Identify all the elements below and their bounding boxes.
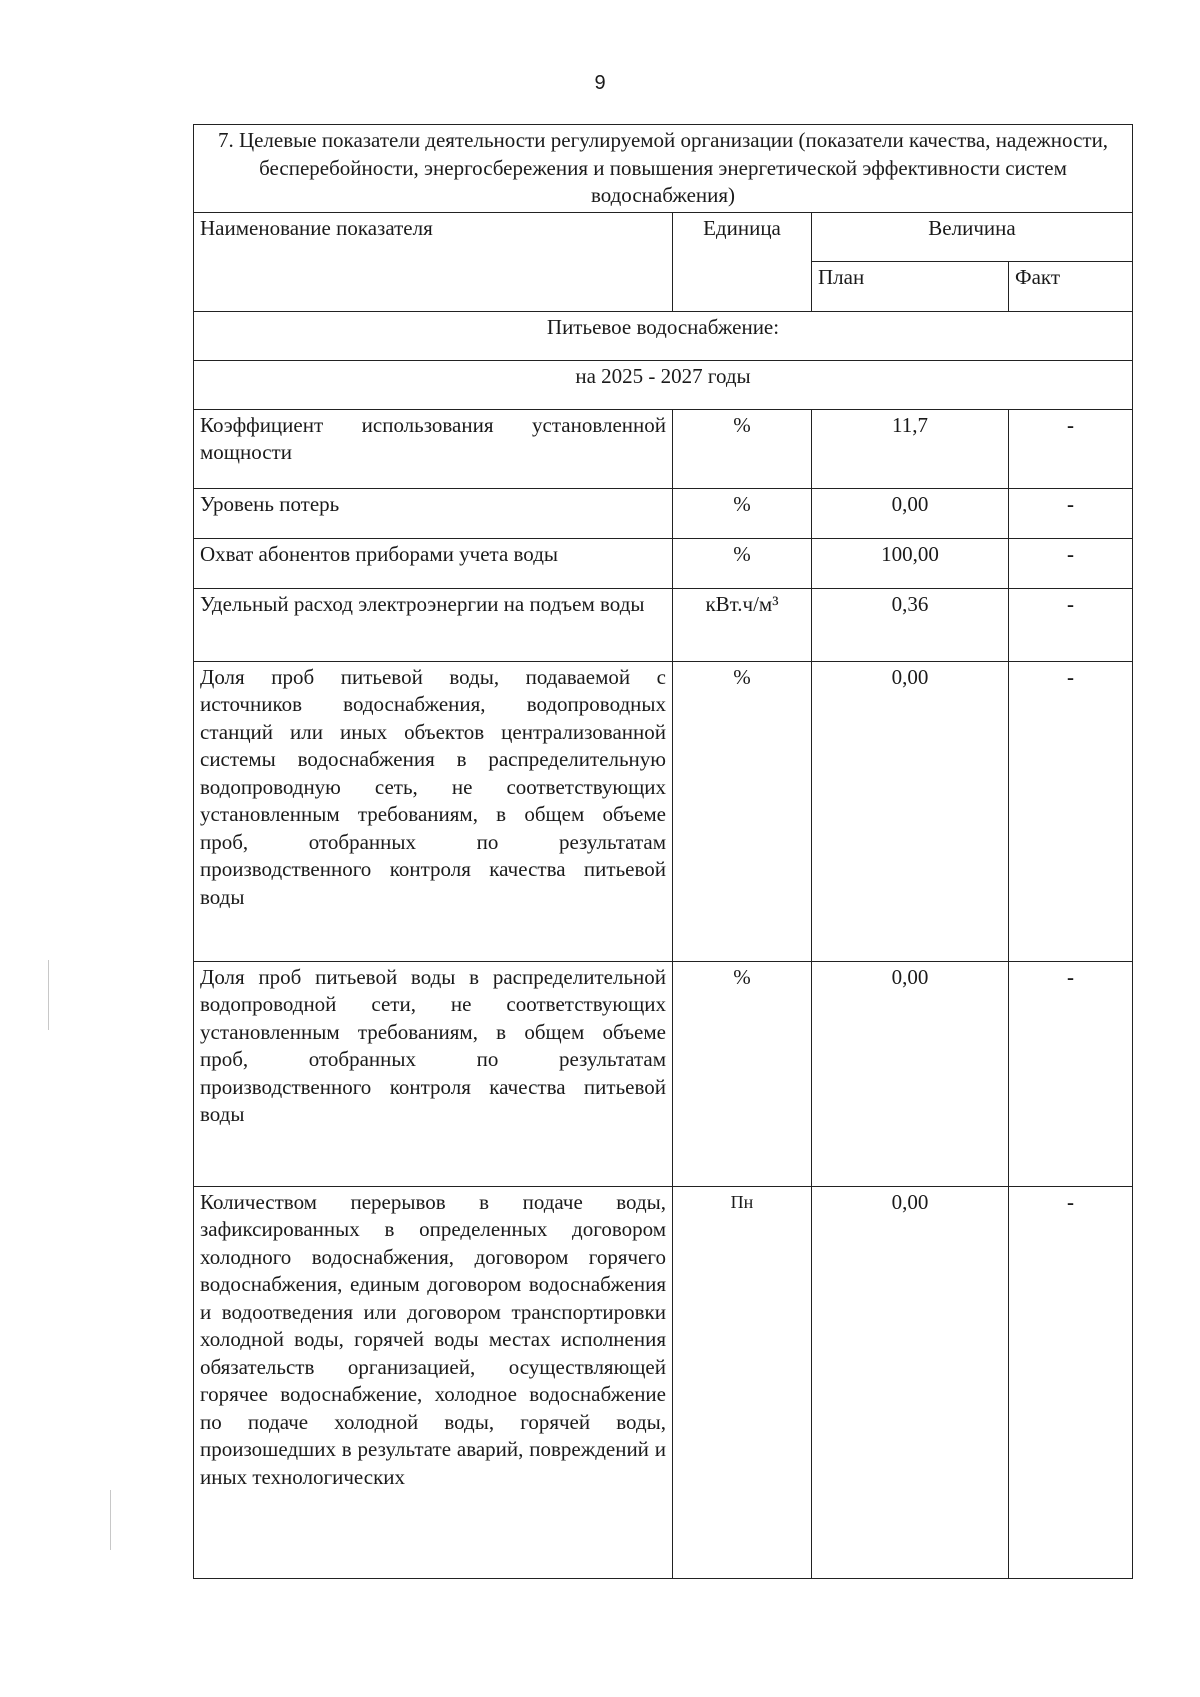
header-row [194,212,1133,262]
scan-margin-mark [48,960,49,1030]
group-row [194,311,1133,360]
row-unit: Пн [673,1186,812,1578]
row-plan: 0,00 [812,961,1009,1186]
row-unit: % [673,661,812,961]
table-row [194,488,1133,538]
row-plan: 0,00 [812,1186,1009,1578]
row-fact: - [1009,588,1133,661]
row-plan: 0,00 [812,488,1009,538]
row-plan: 100,00 [812,538,1009,588]
section-title-row [194,125,1133,213]
row-name: Количеством перерывов в подаче воды, зафиксированных в определенных договором холодного водоснабжения, договором горячего водоснабжения, единым договором водоснабжения и водоотведения или договором транспортировки холодной воды, горячей воды местах исполнения обязательств организацией, осуществляющей горячее водоснабжение, холодное водоснабжение по подаче холодной воды, горячей воды, произошедших в результате аварий, повреждений и иных технологических [194,1186,673,1578]
group-label: Питьевое водоснабжение: [194,311,1133,360]
row-plan: 11,7 [812,409,1009,488]
row-name: Коэффициент использования установленной мощности [194,409,673,488]
period-row [194,360,1133,409]
scan-margin-mark [110,1490,111,1550]
table-row [194,588,1133,661]
row-fact: - [1009,961,1133,1186]
row-fact: - [1009,1186,1133,1578]
table-row [194,961,1133,1186]
row-name: Доля проб питьевой воды, подаваемой с источников водоснабжения, водопроводных станций или иных объектов централизованной системы водоснабжения в распределительную водопроводную сеть, не соответствующих установленным требованиям, в общем объеме проб, отобранных по результатам производственного контроля качества питьевой воды [194,661,673,961]
header-value: Величина [812,212,1133,262]
row-name: Уровень потерь [194,488,673,538]
table-row [194,661,1133,961]
row-name: Охват абонентов приборами учета воды [194,538,673,588]
page-number: 9 [594,72,606,94]
row-fact: - [1009,488,1133,538]
row-fact: - [1009,661,1133,961]
indicators-table [193,124,1133,1579]
header-name: Наименование показателя [194,212,673,311]
section-title: 7. Целевые показатели деятельности регулируемой организации (показатели качества, надежности, бесперебойности, энергосбережения и повышения энергетической эффективности систем водоснабжения) [194,125,1133,213]
row-name: Доля проб питьевой воды в распределительной водопроводной сети, не соответствующих установленным требованиям, в общем объеме проб, отобранных по результатам производственного контроля качества питьевой воды [194,961,673,1186]
header-plan: План [812,262,1009,312]
row-unit: % [673,538,812,588]
row-fact: - [1009,538,1133,588]
period-label: на 2025 - 2027 годы [194,360,1133,409]
header-fact: Факт [1009,262,1133,312]
row-plan: 0,36 [812,588,1009,661]
row-unit: % [673,409,812,488]
table-row [194,1186,1133,1578]
row-name: Удельный расход электроэнергии на подъем воды [194,588,673,661]
row-fact: - [1009,409,1133,488]
row-unit: % [673,488,812,538]
row-plan: 0,00 [812,661,1009,961]
header-unit: Единица [673,212,812,311]
table-row [194,538,1133,588]
table-row [194,409,1133,488]
row-unit: кВт.ч/м³ [673,588,812,661]
row-unit: % [673,961,812,1186]
